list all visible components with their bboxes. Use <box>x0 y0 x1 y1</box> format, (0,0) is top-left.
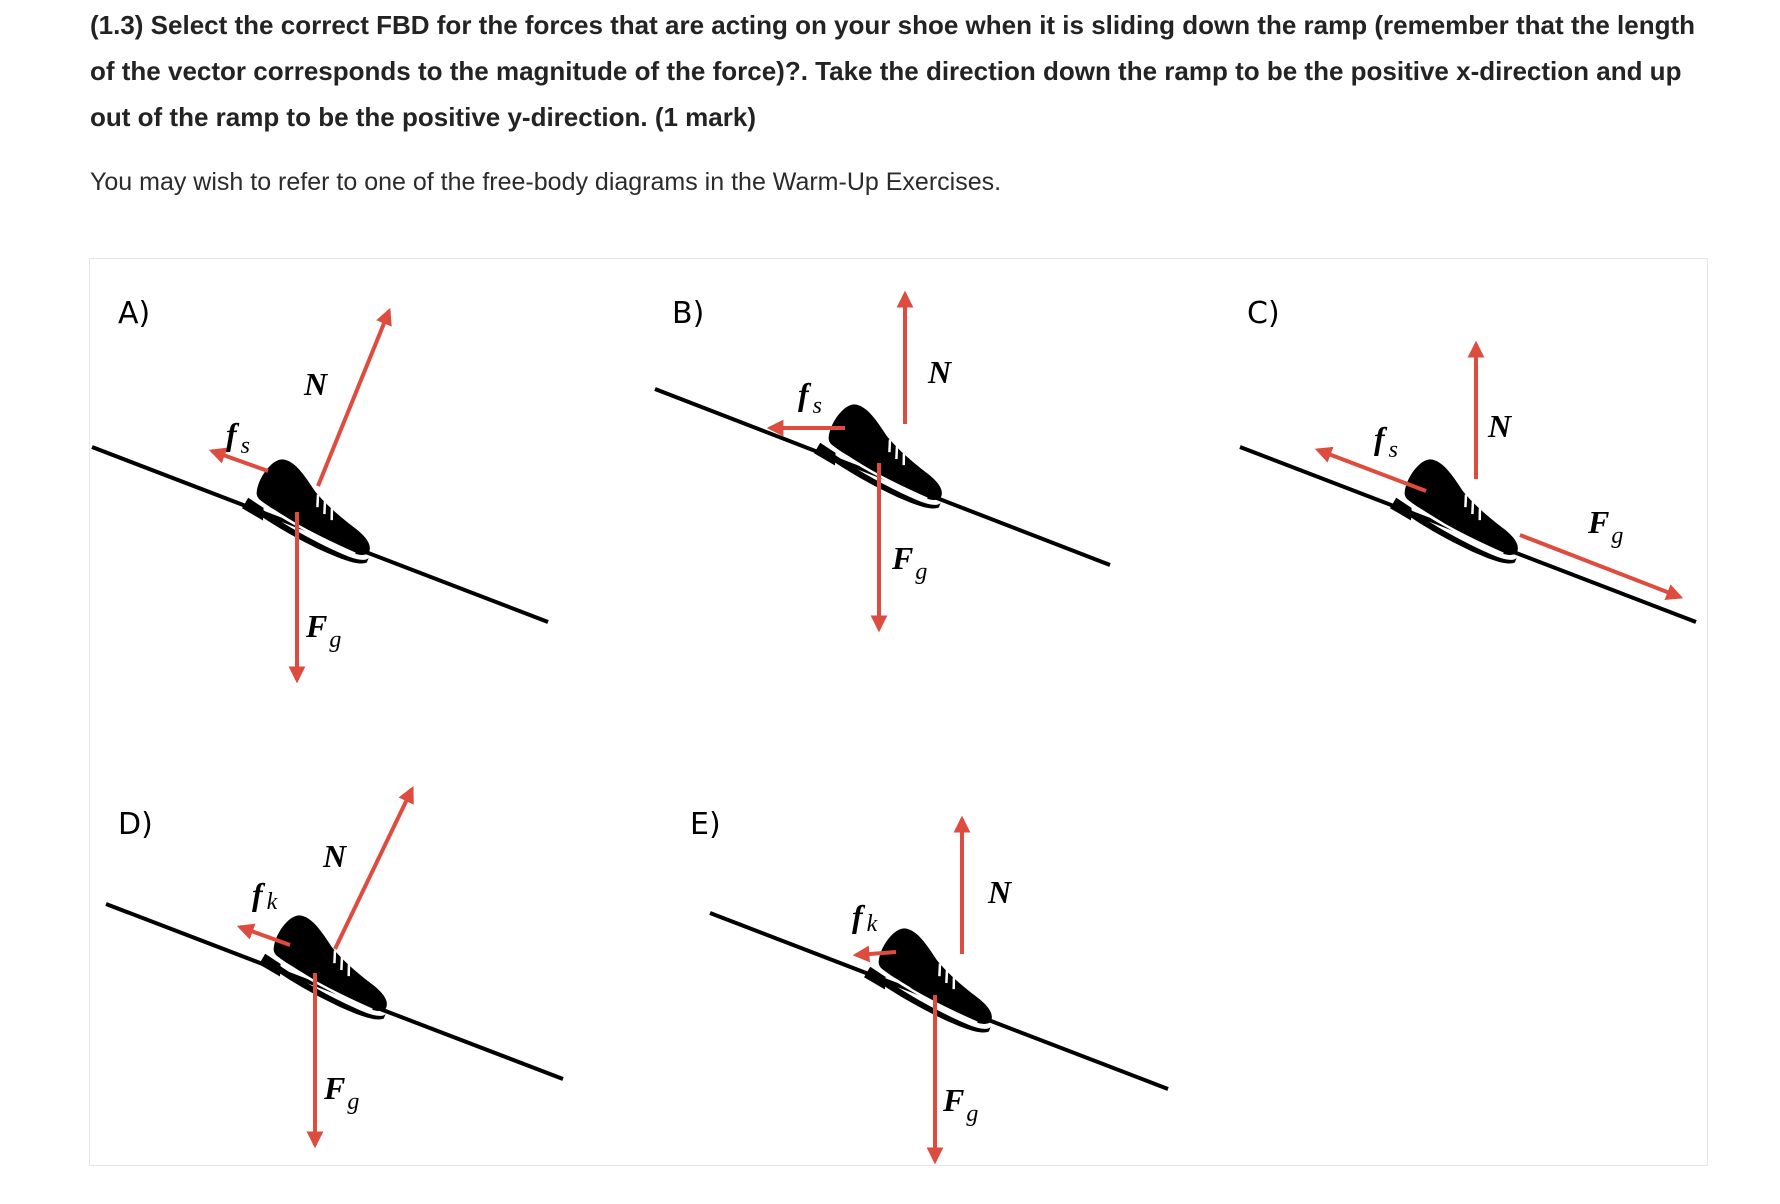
normal-force-arrow <box>318 311 389 486</box>
force-label-n: N <box>323 838 347 874</box>
force-label-n: N <box>928 354 952 390</box>
force-label-fg: Fg <box>892 540 928 585</box>
panel-a-label: A) <box>118 296 151 331</box>
panel-b-label: B) <box>672 296 705 331</box>
panel-d[interactable] <box>106 789 563 1145</box>
force-label-fg: Fg <box>943 1082 979 1127</box>
question-text: (1.3) Select the correct FBD for the forces that are acting on your shoe when it is sliding down the ramp (remember that the length of the vector corresponds to the magnitude of the force)?. Take the direction down the ramp to be the positive x-direction and up out of the ramp to be the positive y-direction. (1 mark) <box>90 10 1696 132</box>
hint-text: You may wish to refer to one of the free-body diagrams in the Warm-Up Exercises. <box>90 168 1002 196</box>
normal-force-arrow <box>335 789 412 949</box>
gravity-force-arrow <box>1520 535 1680 597</box>
panel-d-label: D) <box>118 807 153 842</box>
force-label-fg: Fg <box>1588 504 1624 549</box>
force-label-n: N <box>304 366 328 402</box>
force-label-f: f s <box>798 376 822 419</box>
force-label-fg: Fg <box>324 1070 360 1115</box>
panel-c-label: C) <box>1247 296 1280 331</box>
panel-e-label: E) <box>690 807 721 842</box>
shoe-icon <box>255 907 408 1023</box>
fbd-options-figure <box>89 258 1708 1166</box>
force-label-n: N <box>988 874 1012 910</box>
panel-b[interactable] <box>655 294 1110 629</box>
shoe-icon <box>810 396 963 512</box>
force-label-fg: Fg <box>306 608 342 653</box>
force-label-f: f s <box>226 416 250 459</box>
panel-a[interactable] <box>92 296 548 680</box>
panel-e[interactable] <box>690 807 1168 1161</box>
panel-c[interactable] <box>1240 296 1696 622</box>
force-label-f: f k <box>852 898 878 937</box>
shoe-icon <box>1386 451 1539 567</box>
force-label-f: f k <box>252 876 278 915</box>
force-label-n: N <box>1488 408 1512 444</box>
force-label-f: f s <box>1374 420 1398 463</box>
